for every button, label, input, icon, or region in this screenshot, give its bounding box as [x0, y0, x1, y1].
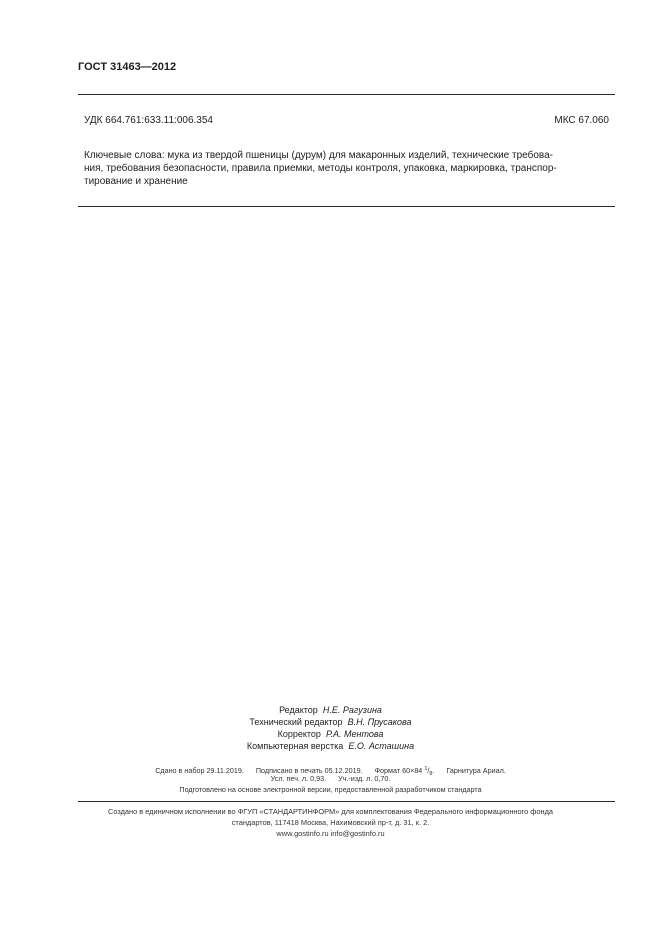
standard-code: ГОСТ 31463—2012	[78, 61, 177, 73]
footer-line-1: Создано в единичном исполнении во ФГУП «СТАНДАРТИНФОРМ» для комплектования Федерального информационного фонда	[108, 807, 553, 816]
credit-name: Н.Е. Рагузина	[322, 705, 382, 715]
credit-role: Корректор	[277, 729, 321, 739]
credit-role: Редактор	[279, 705, 318, 715]
footer-divider	[78, 801, 615, 802]
footer-line-2: стандартов, 117418 Москва, Нахимовский пр-т, д. 31, к. 2.	[231, 818, 430, 827]
typeface: Гарнитура Ариал.	[446, 766, 506, 775]
prepared-note: Подготовлено на основе электронной версии, предоставленной разработчиком стандарта	[179, 785, 482, 794]
credit-name: Р.А. Ментова	[325, 729, 384, 739]
keywords-divider	[78, 206, 615, 207]
credit-name: Е.О. Асташина	[348, 741, 415, 751]
credit-role: Технический редактор	[249, 717, 343, 727]
website-link[interactable]: www.gostinfo.ru	[276, 829, 329, 838]
publisher-sheets: Уч.-изд. л. 0,70.	[338, 774, 391, 783]
paper-format: Формат 60×84 $^1/_8$.	[374, 766, 435, 777]
keywords-line-1: Ключевые слова: мука из твердой пшеницы (дурум) для макаронных изделий, технические требова-	[84, 150, 553, 161]
udk-code: УДК 664.761:633.11:006.354	[84, 115, 213, 126]
credit-layout	[0, 740, 661, 752]
credit-editor	[0, 704, 661, 716]
credit-proofreader	[0, 728, 661, 740]
mks-code: МКС 67.060	[554, 115, 609, 126]
print-sheets: Усл. печ. л. 0,93.	[270, 774, 327, 783]
credit-role: Компьютерная верстка	[246, 741, 344, 751]
top-divider	[78, 94, 615, 95]
credit-name: В.Н. Прусакова	[347, 717, 412, 727]
keywords-line-2: ния, требования безопасности, правила приемки, методы контроля, упаковка, маркировка, транспор-	[84, 163, 557, 174]
keywords-line-3: тирование и хранение	[84, 176, 188, 187]
email-link[interactable]: info@gostinfo.ru	[330, 829, 385, 838]
publication-line-2	[0, 773, 661, 784]
typeset-date: Сдано в набор 29.11.2019.	[155, 766, 244, 775]
print-date: Подписано в печать 05.12.2019.	[255, 766, 363, 775]
footer-contacts	[0, 828, 661, 839]
credit-technical-editor	[0, 716, 661, 728]
